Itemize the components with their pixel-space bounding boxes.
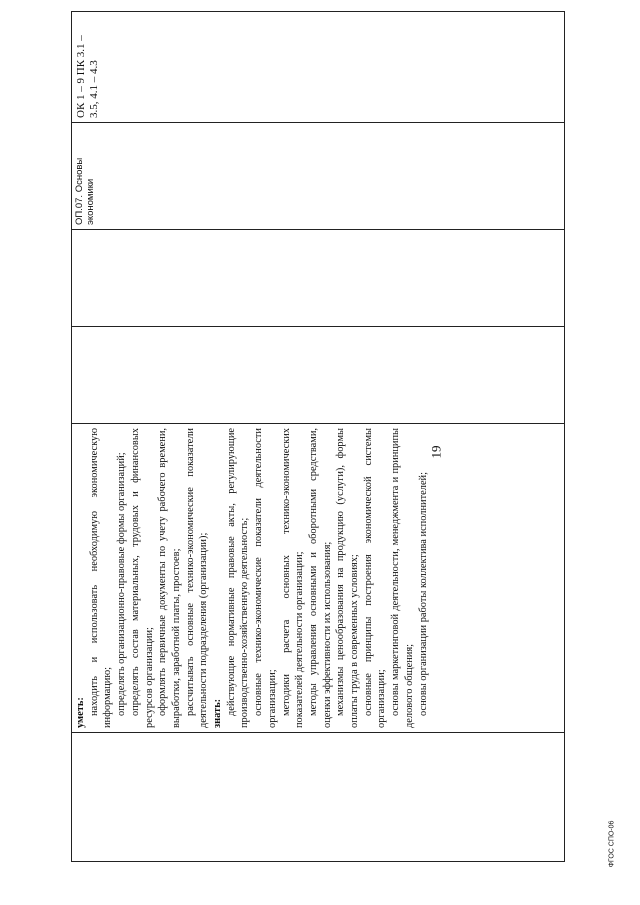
knowledge-item: механизмы ценообразования на продукцию (услуги), формы оплаты труда в современных условиях; (335, 428, 361, 728)
knowledge-item: основы маркетинговой деятельности, менеджмента и принципы делового общения; (390, 428, 415, 728)
hours-required-cell (72, 230, 565, 327)
curriculum-table (71, 11, 565, 862)
skill-item: рассчитывать основные технико-экономические показатели деятельности подразделения (организации); (184, 428, 210, 728)
curriculum-table-rotated (71, 35, 565, 862)
table-row (72, 12, 565, 862)
competences-cell: ОК 1 – 9 ПК 3.1 – 3.5, 4.1 – 4.3 (72, 12, 565, 123)
footer-code: ФГОС СПО-06 (608, 820, 616, 868)
knowledge-item: методы управления основными и оборотными средствами, оценки эффективности их использования; (307, 428, 333, 728)
page-number: 19 (428, 445, 444, 459)
discipline-name-cell: ОП.07. Основы экономики (72, 123, 565, 230)
knowledge-heading: знать: (212, 698, 224, 728)
skill-item: определять состав материальных, трудовых и финансовых ресурсов организации; (129, 428, 155, 728)
skill-item: находить и использовать необходимую экономическую информацию; (88, 428, 114, 728)
knowledge-item: основные технико-экономические показатели деятельности организации; (253, 428, 278, 728)
knowledge-item: методики расчета основных технико-экономических показателей деятельности организации; (280, 428, 306, 728)
skill-item: определять организационно-правовые формы организаций; (116, 452, 128, 716)
index-cell (72, 733, 565, 862)
hours-max-cell (72, 327, 565, 424)
knowledge-item: основы организации работы коллектива исполнителей; (417, 471, 429, 716)
knowledge-item: основные принципы построения экономической системы организации; (362, 428, 388, 728)
knowledge-item: действующие нормативные правовые акты, регулирующие производственно-хозяйственную деятельность; (225, 428, 251, 728)
skills-heading: уметь: (75, 697, 86, 728)
skill-item: оформлять первичные документы по учету рабочего времени, выработки, заработной платы, простоев; (157, 428, 182, 728)
skills-knowledge-cell (72, 424, 565, 733)
